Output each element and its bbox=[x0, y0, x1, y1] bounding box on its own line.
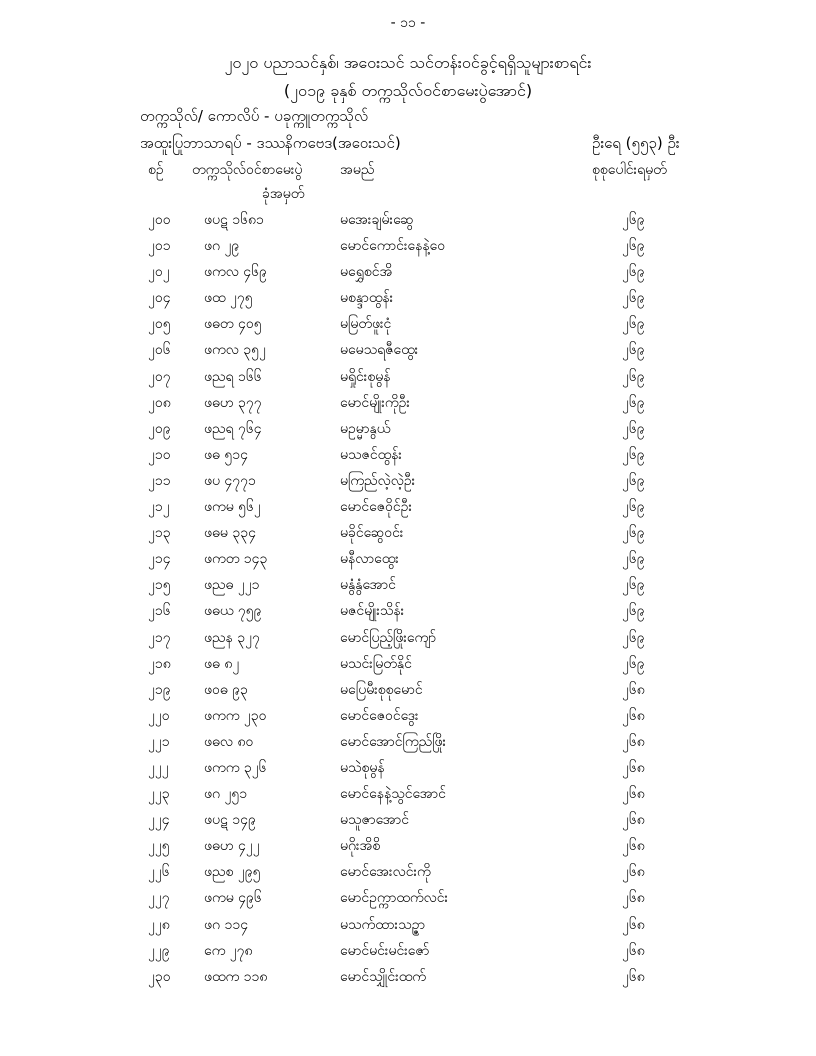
roll-number: ဖပဋ ၁၆၈၁ bbox=[204, 212, 264, 228]
student-name: မောင်မျိုးကိုဦး bbox=[340, 394, 410, 411]
roll-number: ဖပဋ ၁၄၉ bbox=[204, 812, 256, 829]
student-name: မအေးချမ်းဆွေ bbox=[340, 212, 414, 228]
total-score: ၂၆၉ bbox=[622, 603, 645, 620]
table-row bbox=[0, 284, 816, 310]
row-number: ၂၀၈ bbox=[148, 394, 171, 411]
row-number: ၂၁၄ bbox=[148, 551, 171, 568]
total-score: ၂၆၈ bbox=[622, 707, 645, 724]
table-row bbox=[0, 389, 816, 415]
student-name: မောင်ဇေဝင်ဒွေး bbox=[340, 707, 419, 724]
total-score: ၂၆၉ bbox=[622, 368, 645, 385]
total-score: ၂၆၉ bbox=[622, 577, 645, 594]
row-number: ၂၀၁ bbox=[148, 238, 171, 255]
document-subtitle: (၂၀၁၉ ခုနှစ် တက္ကသိုလ်ဝင်စာမေးပွဲအောင်) bbox=[283, 81, 533, 100]
total-score: ၂၆၈ bbox=[622, 786, 645, 803]
table-row bbox=[0, 806, 816, 832]
table-row bbox=[0, 911, 816, 937]
roll-number: ကေ ၂၇၈ bbox=[204, 942, 253, 959]
roll-number: ဖညစ ၂၉၅ bbox=[204, 864, 261, 881]
roll-number: ဖဓ ၈၂ bbox=[204, 655, 240, 672]
header-no: စဉ် bbox=[148, 162, 164, 178]
total-score: ၂၆၉ bbox=[622, 446, 645, 463]
row-number: ၂၀၅ bbox=[148, 316, 171, 333]
total-score: ၂၆၈ bbox=[622, 733, 645, 750]
header-roll-number: တက္ကသိုလ်ဝင်စာမေးပွဲ bbox=[192, 162, 303, 178]
university-line: တက္ကသိုလ်/ ကောလိပ် - ပခုက္ကူတက္ကသိုလ် bbox=[140, 107, 369, 125]
table-row bbox=[0, 571, 816, 597]
roll-number: ဖညန ၃၂၇ bbox=[204, 629, 260, 646]
total-score: ၂၆၉ bbox=[622, 264, 645, 281]
table-row bbox=[0, 232, 816, 258]
total-score: ၂၆၉ bbox=[622, 290, 645, 307]
roll-number: ဖကလ ၄၆၉ bbox=[204, 264, 267, 281]
student-name: မသက်ထားသဉ္ဇာ bbox=[340, 916, 426, 933]
table-row bbox=[0, 415, 816, 441]
roll-number: ဖဂ ၁၁၄ bbox=[204, 916, 249, 933]
table-row bbox=[0, 206, 816, 232]
roll-number: ဖဓတ ၄၀၅ bbox=[204, 316, 262, 333]
total-score: ၂၆၉ bbox=[622, 342, 645, 359]
document-title: ၂၀၂၀ ပညာသင်နှစ်၊ အဝေးသင် သင်တန်းဝင်ခွင့်ရရှိသူများစာရင်း bbox=[224, 53, 592, 72]
student-name: မဥမ္မာနွယ် bbox=[340, 420, 391, 437]
roll-number: ဖကက ၃၂၆ bbox=[204, 759, 267, 776]
roll-number: ဖညရ ၇၆၄ bbox=[204, 420, 262, 437]
row-number: ၂၀၇ bbox=[148, 368, 171, 385]
table-row bbox=[0, 650, 816, 676]
row-number: ၂၁၁ bbox=[148, 472, 171, 489]
table-row bbox=[0, 336, 816, 362]
total-score: ၂၆၈ bbox=[622, 838, 645, 855]
total-score: ၂၆၈ bbox=[622, 812, 645, 829]
total-count: ဦးရေ (၅၅၃) ဦး bbox=[592, 134, 680, 152]
student-name: မရွှေစင်အိ bbox=[340, 264, 393, 281]
student-name: မသူဇာအောင် bbox=[340, 812, 410, 829]
student-name: မောင်မင်းမင်းဇော် bbox=[340, 942, 430, 959]
student-name: မမေသရဇီထွေး bbox=[340, 342, 419, 359]
student-name: မဂိုးအိစိ bbox=[340, 838, 381, 855]
table-row bbox=[0, 754, 816, 780]
total-score: ၂၆၉ bbox=[622, 655, 645, 672]
student-name: မောင်အေးလင်းကို bbox=[340, 864, 431, 881]
roll-number: ဖကက ၂၃၀ bbox=[204, 707, 267, 724]
roll-number: ဖဓ ၅၁၄ bbox=[204, 446, 248, 463]
student-name: မပြေမီးစုစုမောင် bbox=[340, 681, 423, 698]
student-name: မောင်သျှိုင်းထက် bbox=[340, 968, 426, 985]
roll-number: ဖထ ၂၇၅ bbox=[204, 290, 253, 307]
table-row bbox=[0, 963, 816, 989]
roll-number: ဖကတ ၁၄၃ bbox=[204, 551, 268, 568]
row-number: ၂၁၂ bbox=[148, 499, 170, 516]
student-name: မနီလာထွေး bbox=[340, 551, 399, 568]
table-row bbox=[0, 624, 816, 650]
total-score: ၂၆၉ bbox=[622, 472, 645, 489]
roll-number: ဖဂ ၂၅၁ bbox=[204, 786, 248, 803]
student-name: မောင်ဇေဝိုင်ဦး bbox=[340, 499, 412, 516]
student-name: မရှိုင်းစုမွန် bbox=[340, 368, 391, 385]
row-number: ၂၂၅ bbox=[148, 838, 170, 855]
total-score: ၂၆၉ bbox=[622, 316, 645, 333]
roll-number: ဖကမ ၄၉၆ bbox=[204, 890, 262, 907]
total-score: ၂၆၉ bbox=[622, 212, 645, 228]
table-row bbox=[0, 363, 816, 389]
total-score: ၂၆၈ bbox=[622, 916, 645, 933]
student-name: မသဇင်ထွန်း bbox=[340, 446, 402, 463]
roll-number: ဖကလ ၃၅၂ bbox=[204, 342, 266, 359]
header-name: အမည် bbox=[340, 162, 375, 178]
row-number: ၂၁၉ bbox=[148, 681, 171, 698]
roll-number: ဖဂ ၂၉ bbox=[204, 238, 240, 255]
roll-number: ဖကမ ၅၆၂ bbox=[204, 499, 261, 516]
subject-line: အထူးပြုဘာသာရပ် - ဒဿနိကဗေဒ(အဝေးသင်) bbox=[140, 134, 401, 152]
table-row bbox=[0, 884, 816, 910]
total-score: ၂၆၈ bbox=[622, 864, 645, 881]
total-score: ၂၆၉ bbox=[622, 525, 645, 542]
row-number: ၂၂၀ bbox=[148, 707, 170, 724]
row-number: ၂၁၃ bbox=[148, 525, 171, 542]
row-number: ၂၁၆ bbox=[148, 603, 171, 620]
table-row bbox=[0, 493, 816, 519]
table-row bbox=[0, 597, 816, 623]
row-number: ၂၂၇ bbox=[148, 890, 170, 907]
table-row bbox=[0, 467, 816, 493]
header-roll-number-line2: ခုံအမှတ် bbox=[262, 186, 305, 202]
roll-number: ဖဓယ ၇၅၉ bbox=[204, 603, 262, 620]
total-score: ၂၆၈ bbox=[622, 681, 645, 698]
total-score: ၂၆၉ bbox=[622, 420, 645, 437]
roll-number: ဖညဓ ၂၂၁ bbox=[204, 577, 260, 594]
table-row bbox=[0, 937, 816, 963]
table-row bbox=[0, 702, 816, 728]
page-number: - ၁၁ - bbox=[390, 15, 426, 31]
row-number: ၂၂၆ bbox=[148, 864, 170, 881]
row-number: ၂၀၄ bbox=[148, 290, 171, 307]
table-row bbox=[0, 780, 816, 806]
row-number: ၂၂၄ bbox=[148, 812, 170, 829]
row-number: ၂၁၅ bbox=[148, 577, 171, 594]
table-row bbox=[0, 728, 816, 754]
row-number: ၂၁၀ bbox=[148, 446, 171, 463]
roll-number: ဖဓလ ၈၀ bbox=[204, 733, 254, 750]
total-score: ၂၆၈ bbox=[622, 759, 645, 776]
row-number: ၂၂၈ bbox=[148, 916, 170, 933]
table-row bbox=[0, 258, 816, 284]
row-number: ၂၁၈ bbox=[148, 655, 171, 672]
student-name: မစန္ဒာထွန်း bbox=[340, 290, 394, 307]
row-number: ၂၃၀ bbox=[148, 968, 171, 985]
student-name: မဇင်မျိုးသိန်း bbox=[340, 603, 405, 620]
student-name: မသင်းမြတ်နိုင် bbox=[340, 655, 412, 672]
table-row bbox=[0, 858, 816, 884]
table-row bbox=[0, 545, 816, 571]
total-score: ၂၆၉ bbox=[622, 629, 645, 646]
header-total-score: စုစုပေါင်းရမှတ် bbox=[592, 162, 667, 178]
student-name: မောင်ကောင်းနေနဲ့ဝေ bbox=[340, 238, 446, 255]
roll-number: ဖထက ၁၁၈ bbox=[204, 968, 268, 985]
roll-number: ဖဓမ ၃၃၄ bbox=[204, 525, 256, 542]
total-score: ၂၆၈ bbox=[622, 890, 645, 907]
row-number: ၂၂၉ bbox=[148, 942, 170, 959]
row-number: ၂၂၃ bbox=[148, 786, 170, 803]
total-score: ၂၆၈ bbox=[622, 968, 645, 985]
row-number: ၂၀၂ bbox=[148, 264, 170, 281]
roll-number: ဖဝဓ ၉၃ bbox=[204, 681, 248, 698]
student-name: မောင်အောင်ကြည်ဖြိုး bbox=[340, 733, 447, 750]
table-row bbox=[0, 519, 816, 545]
total-score: ၂၆၈ bbox=[622, 942, 645, 959]
table-row bbox=[0, 310, 816, 336]
total-score: ၂၆၉ bbox=[622, 394, 645, 411]
student-list bbox=[0, 206, 816, 989]
total-score: ၂၆၉ bbox=[622, 551, 645, 568]
roll-number: ဖဓဟ ၃၇၇ bbox=[204, 394, 262, 411]
student-name: မခိုင်ဆွေဝင်း bbox=[340, 525, 404, 542]
row-number: ၂၀၉ bbox=[148, 420, 171, 437]
table-row bbox=[0, 676, 816, 702]
roll-number: ဖဓဟ ၄၂၂ bbox=[204, 838, 260, 855]
row-number: ၂၀၀ bbox=[148, 212, 171, 228]
table-row bbox=[0, 832, 816, 858]
student-name: မောင်နေနဲ့သွင်အောင် bbox=[340, 786, 446, 803]
total-score: ၂၆၉ bbox=[622, 499, 645, 516]
student-name: မမြတ်ဖူးငုံ bbox=[340, 316, 392, 333]
roll-number: ဖပ ၄၇၇၁ bbox=[204, 472, 256, 489]
table-row bbox=[0, 441, 816, 467]
row-number: ၂၁၇ bbox=[148, 629, 171, 646]
student-name: မောင်ပြည့်ဖြိုးကျော် bbox=[340, 629, 437, 646]
row-number: ၂၂၂ bbox=[148, 759, 169, 776]
row-number: ၂၂၁ bbox=[148, 733, 170, 750]
student-name: မသဲစုမွန် bbox=[340, 759, 385, 776]
student-name: မနွံနွံအောင် bbox=[340, 577, 396, 594]
row-number: ၂၀၆ bbox=[148, 342, 171, 359]
student-name: မောင်ဥက္ကာထက်လင်း bbox=[340, 890, 449, 907]
roll-number: ဖညရ ၁၆၆ bbox=[204, 368, 262, 385]
student-name: မကြည်လဲ့လဲ့ဦး bbox=[340, 472, 416, 489]
total-score: ၂၆၉ bbox=[622, 238, 645, 255]
